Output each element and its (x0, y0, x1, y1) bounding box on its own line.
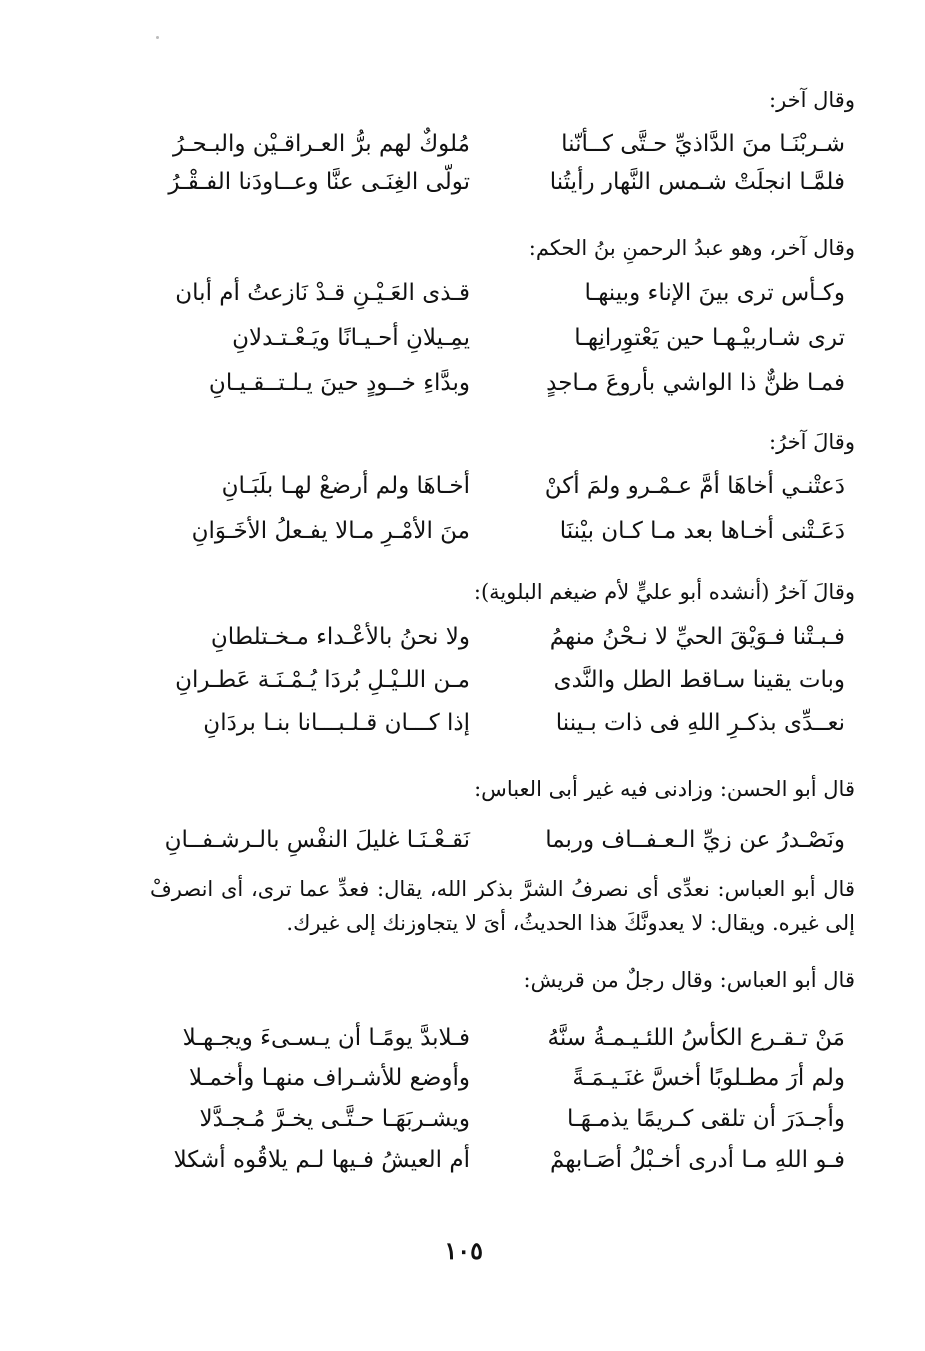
first-hemistich: دَعتْنـي أخاهَا أمَّ عـمْـرو ولمَ أكنْ (544, 473, 845, 499)
verse-line (155, 511, 845, 551)
section-intro: قال أبو الحسن: وزادنى فيه غير أبى العباس: (474, 777, 855, 801)
section-intro: قال أبو العباس: وقال رجلٌ من قريش: (523, 968, 855, 992)
second-hemistich: يمِـيلانِ أحـيـانًا ويَـعْـتـدلانِ (232, 325, 470, 351)
verse-line (155, 466, 845, 506)
second-hemistich: مُلوكٌ لهم برُّ العـراقـيْن والبـحـرُ (173, 131, 470, 157)
verse-line (155, 1099, 845, 1139)
first-hemistich: فمـا ظنٌّ ذا الواشي بأروعَ مـاجدٍ (546, 370, 845, 396)
second-hemistich: تولّى الغِنَـى عنَّا وعــاودَنا الفـقْـرُ (168, 169, 470, 195)
page-number: ١٠٥ (444, 1236, 483, 1265)
first-hemistich: وبات يقينا سـاقط الطل والنَّدى (553, 667, 845, 693)
second-hemistich: إذا كـــان قـلـبـــانا بنـا بردَانِ (203, 710, 470, 736)
verse-line (155, 1140, 845, 1180)
verse-line (155, 318, 845, 358)
second-hemistich: ولا نحنُ بالأعْـداء مـخـتلطانِ (210, 624, 470, 650)
section-intro: وقالَ آخرُ: (769, 430, 855, 454)
verse-line (155, 703, 845, 743)
second-hemistich: منَ الأمْـرِ مـالا يفـعلُ الأخَـوَانِ (191, 518, 470, 544)
verse-line (155, 820, 845, 860)
verse-line (155, 1058, 845, 1098)
first-hemistich: ترى شـاربيْـهـا حين يَعْتوِرانِهـا (574, 325, 845, 351)
verse-line (155, 124, 845, 164)
verse-line (155, 162, 845, 202)
verse-line (155, 660, 845, 700)
first-hemistich: فـبـتْنا فـوَيْقَ الحيِّ لا نـحْنُ منهمُ (549, 624, 845, 650)
section-intro: وقال آخر، وهو عبدُ الرحمنِ بنُ الحكم: (528, 236, 855, 260)
second-hemistich: نَقـعْـنَـا غليلَ النفْسِ بالـرشـفــانِ (164, 827, 470, 853)
book-page (150, 0, 865, 1351)
section-intro: وقال آخر: (769, 88, 855, 112)
scan-mark (156, 36, 159, 39)
first-hemistich: ونَصْـدرُ عن زيِّ الـعـفــاف وربما (545, 827, 845, 853)
second-hemistich: أخـاهَا ولم أرضعْ لهـا بلَبَـانِ (221, 473, 470, 499)
first-hemistich: فـو اللهِ مـا أدرى أخـبْلُ أصَـابهمْ (549, 1147, 845, 1173)
second-hemistich: قـذى العَـيْـنِ قـدْ نَازعتُ أم أبان (175, 280, 470, 306)
section-intro: وقالَ آخرُ (أنشده أبو عليٍّ لأم ضيغم البلوية): (473, 580, 855, 604)
first-hemistich: وأجـدَرَ أن تلقى كـريمًا يذمـهَـا (567, 1106, 845, 1132)
first-hemistich: دَعَـتْنى أخـاها بعد مـا كـان بيْننَا (559, 518, 845, 544)
second-hemistich: أم العيشُ فـيها لـم يلاقُوه أشكلا (173, 1147, 470, 1173)
first-hemistich: ولم أرَ مطـلوبًا أخسَّ غنَـيـمَـةً (572, 1065, 845, 1091)
commentary-paragraph: قال أبو العباس: نعدِّى أى نصرفُ الشرَّ بذكر الله، يقال: فعدِّ عما ترى، أى انصرفْ إلى غيره. ويقال: لا يعدونَّكَ هذا الحديثُ، أىَ لا يتجاوزنك إلى غيرك. (150, 877, 855, 935)
second-hemistich: وبدَّاءِ خــودٍ حينَ يـلـتــقـيـانِ (208, 370, 470, 396)
second-hemistich: وأوضع للأشـراف منهـا وأخمـلا (188, 1065, 470, 1091)
second-hemistich: فـلابدَّ يومًـا أن يـسـىءَ ويجـهـلا (182, 1025, 470, 1051)
verse-line (155, 363, 845, 403)
second-hemistich: مـن اللـيْـلِ بُردَا يُـمْـنَـة عَطـرانِ (175, 667, 470, 693)
verse-line (155, 273, 845, 313)
first-hemistich: نعــدِّى بذكـرِ اللهِ فى ذات بـيننا (555, 710, 845, 736)
first-hemistich: وكـأس ترى بينَ الإناء وبينهـا (584, 280, 845, 306)
first-hemistich: شـربْنَـا منَ الدَّاذيِّ حـتَّى كــأنّنا (561, 131, 845, 157)
verse-line (155, 1018, 845, 1058)
first-hemistich: مَنْ تـقـرع الكأسُ اللئـيـمـةُ سنَّهُ (547, 1025, 845, 1051)
second-hemistich: ويشـربَهَـا حـتَّـى يخـرَّ مُـجـدَّلا (199, 1106, 470, 1132)
first-hemistich: فلمَّـا انجلَتْ شـمس النَّهار رأيتُنا (549, 169, 845, 195)
verse-line (155, 617, 845, 657)
